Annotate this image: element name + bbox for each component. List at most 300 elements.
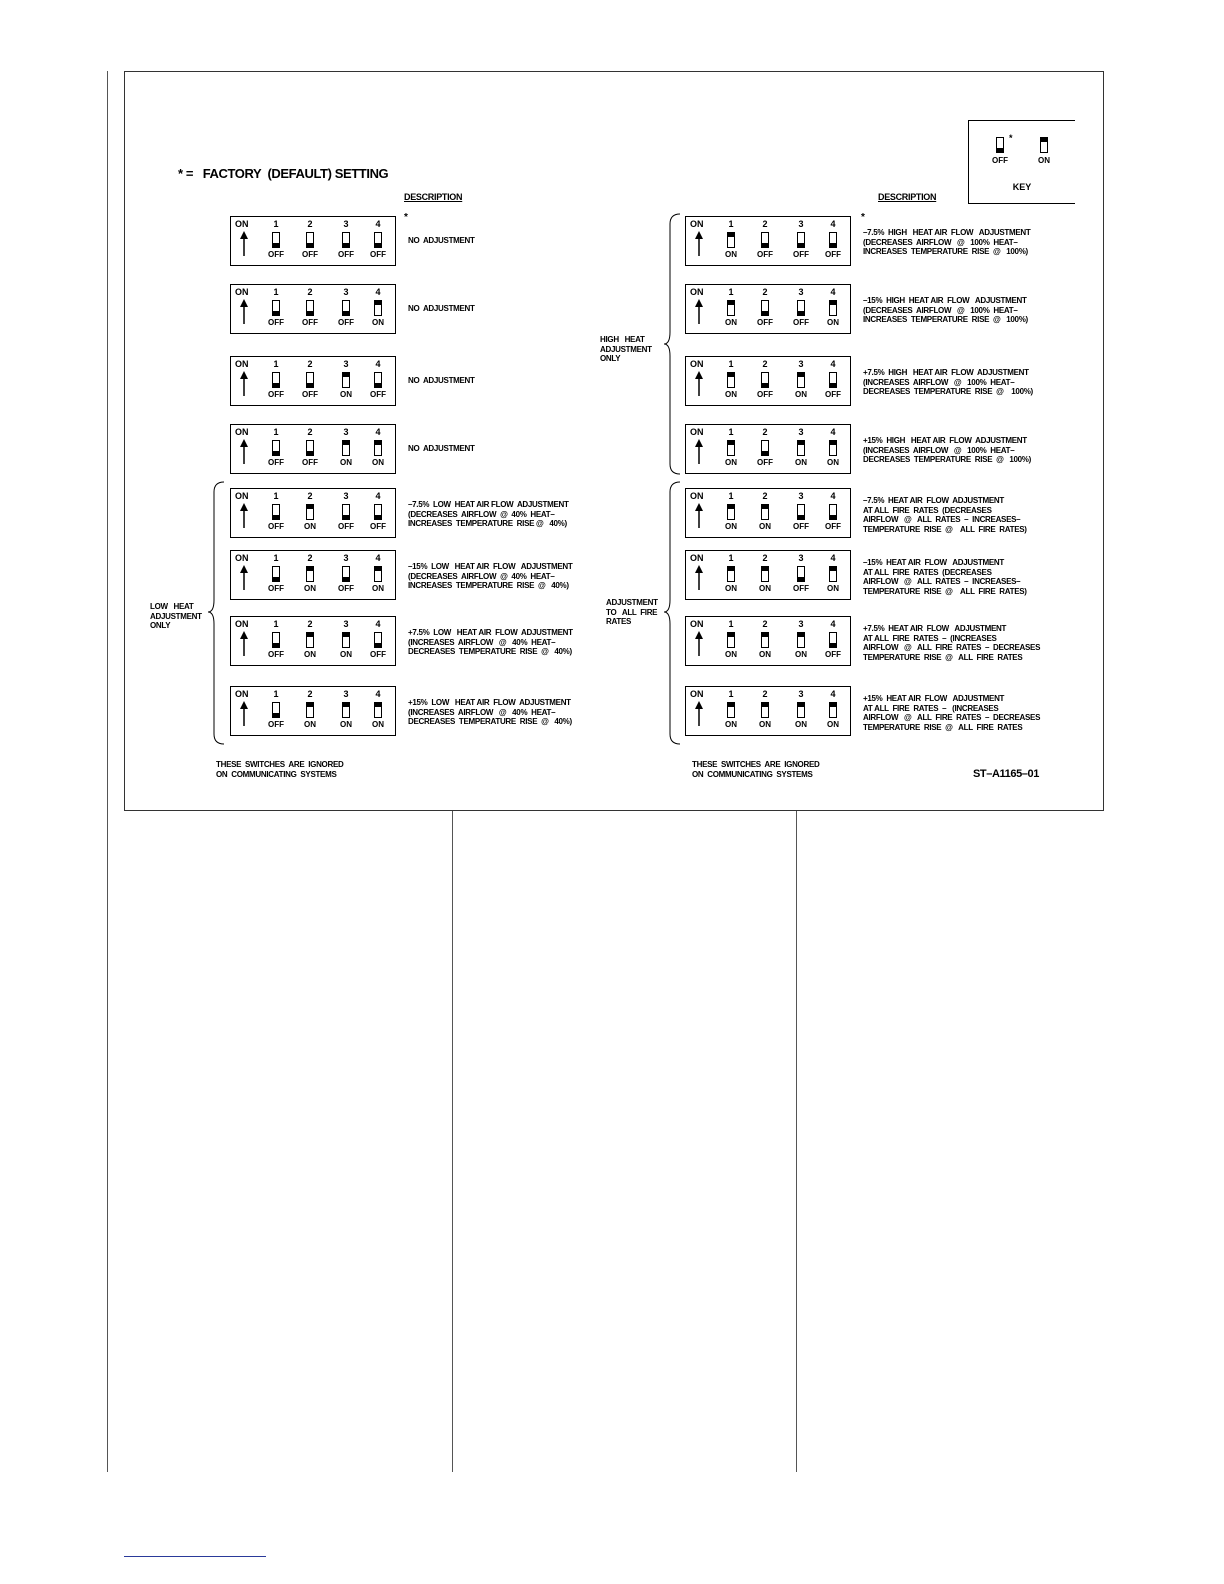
toggle-off-icon	[996, 137, 1004, 153]
key-default-marker: *	[1009, 133, 1013, 143]
dip-switch-1	[716, 359, 746, 403]
switch-number: 3	[343, 427, 349, 437]
dip-switch-2	[750, 359, 780, 403]
dip-switch-3	[786, 553, 816, 597]
switch-state: OFF	[268, 522, 284, 531]
toggle-off-icon	[272, 232, 280, 248]
up-arrow-icon	[692, 371, 706, 397]
switch-number: 2	[762, 689, 768, 699]
up-arrow-icon	[237, 371, 251, 397]
switch-state: OFF	[268, 390, 284, 399]
key-title: KEY	[1012, 182, 1032, 192]
row-description: –7.5% HEAT AIR FLOW ADJUSTMENT AT ALL FIRE RATES (DECREASES AIRFLOW @ ALL RATES – INCREASES– TEMPERATURE RISE @ ALL FIRE RATES)	[863, 496, 1027, 534]
switch-number: 3	[798, 491, 804, 501]
toggle-on-icon	[727, 566, 735, 582]
dip-switch-2	[750, 619, 780, 663]
switch-number: 4	[375, 359, 381, 369]
dip-switch-4	[818, 553, 848, 597]
dip-switch-row	[685, 616, 851, 666]
toggle-on-icon	[727, 504, 735, 520]
switch-number: 3	[343, 359, 349, 369]
toggle-off-icon	[797, 232, 805, 248]
dip-switch-1	[716, 491, 746, 535]
toggle-off-icon	[306, 440, 314, 456]
switch-state: OFF	[268, 458, 284, 467]
dip-switch-4	[818, 359, 848, 403]
on-label: ON	[235, 553, 249, 563]
toggle-on-icon	[374, 440, 382, 456]
switch-state: ON	[340, 390, 352, 399]
switch-number: 3	[343, 491, 349, 501]
switch-state: ON	[827, 584, 839, 593]
switch-state: OFF	[268, 650, 284, 659]
switch-number: 3	[798, 619, 804, 629]
row-description: NO ADJUSTMENT	[408, 444, 475, 453]
ignored-note-right: THESE SWITCHES ARE IGNORED ON COMMUNICATING SYSTEMS	[692, 760, 820, 779]
on-label: ON	[690, 219, 704, 229]
switch-number: 2	[307, 287, 313, 297]
switch-state: ON	[795, 390, 807, 399]
key-off: OFF	[985, 137, 1015, 165]
switch-number: 3	[798, 287, 804, 297]
toggle-off-icon	[272, 504, 280, 520]
toggle-off-icon	[342, 300, 350, 316]
up-arrow-icon	[237, 565, 251, 591]
dip-switch-2	[295, 219, 325, 263]
switch-number: 2	[762, 553, 768, 563]
switch-number: 4	[375, 491, 381, 501]
dip-switch-row	[685, 686, 851, 736]
dip-switch-row	[685, 488, 851, 538]
switch-state: OFF	[370, 650, 386, 659]
dip-switch-4	[363, 287, 393, 331]
dip-switch-4	[818, 219, 848, 263]
switch-state: ON	[827, 458, 839, 467]
switch-state: ON	[827, 318, 839, 327]
dip-switch-2	[750, 491, 780, 535]
switch-state: OFF	[338, 522, 354, 531]
dip-switch-1	[261, 359, 291, 403]
switch-number: 4	[830, 219, 836, 229]
toggle-on-icon	[374, 300, 382, 316]
dip-switch-4	[363, 427, 393, 471]
dip-switch-row	[685, 284, 851, 334]
dip-switch-1	[261, 689, 291, 733]
dip-switch-row	[230, 686, 396, 736]
switch-state: OFF	[338, 584, 354, 593]
on-label: ON	[690, 287, 704, 297]
toggle-off-icon	[306, 300, 314, 316]
switch-state: ON	[372, 720, 384, 729]
toggle-on-icon	[829, 702, 837, 718]
switch-number: 1	[728, 619, 734, 629]
toggle-off-icon	[797, 566, 805, 582]
dip-switch-4	[363, 689, 393, 733]
dip-switch-2	[295, 359, 325, 403]
switch-state: OFF	[370, 390, 386, 399]
switch-state: ON	[759, 522, 771, 531]
dip-switch-4	[818, 619, 848, 663]
row-description: +7.5% HIGH HEAT AIR FLOW ADJUSTMENT (INCREASES AIRFLOW @ 100% HEAT– DECREASES TEMPERATURE RISE @ 100%)	[863, 368, 1033, 396]
row-description: +7.5% LOW HEAT AIR FLOW ADJUSTMENT (INCREASES AIRFLOW @ 40% HEAT– DECREASES TEMPERATURE RISE @ 40%)	[408, 628, 573, 656]
up-arrow-icon	[692, 231, 706, 257]
switch-number: 2	[762, 619, 768, 629]
toggle-off-icon	[829, 504, 837, 520]
dip-switch-4	[818, 491, 848, 535]
switch-state: ON	[304, 650, 316, 659]
switch-state: OFF	[370, 522, 386, 531]
dip-switch-1	[261, 427, 291, 471]
switch-state: ON	[759, 720, 771, 729]
switch-state: OFF	[793, 584, 809, 593]
toggle-on-icon	[797, 372, 805, 388]
switch-number: 4	[375, 619, 381, 629]
switch-number: 4	[830, 619, 836, 629]
dip-switch-3	[786, 619, 816, 663]
toggle-on-icon	[727, 232, 735, 248]
dip-switch-1	[261, 287, 291, 331]
toggle-on-icon	[797, 702, 805, 718]
page-left-rule	[107, 71, 108, 1472]
switch-number: 1	[728, 491, 734, 501]
group-label-low-heat: LOW HEAT ADJUSTMENT ONLY	[150, 602, 202, 630]
dip-switch-4	[363, 619, 393, 663]
switch-number: 4	[830, 287, 836, 297]
row-description: NO ADJUSTMENT	[408, 304, 475, 313]
switch-number: 4	[830, 553, 836, 563]
toggle-on-icon	[761, 702, 769, 718]
switch-state: OFF	[302, 458, 318, 467]
up-arrow-icon	[237, 701, 251, 727]
switch-number: 2	[762, 359, 768, 369]
switch-state: OFF	[268, 318, 284, 327]
toggle-off-icon	[342, 232, 350, 248]
up-arrow-icon	[692, 503, 706, 529]
switch-state: OFF	[757, 250, 773, 259]
dip-switch-4	[818, 287, 848, 331]
dip-switch-row	[685, 550, 851, 600]
switch-state: OFF	[268, 584, 284, 593]
dip-switch-row	[230, 616, 396, 666]
switch-state: OFF	[268, 720, 284, 729]
on-label: ON	[235, 689, 249, 699]
on-label: ON	[690, 427, 704, 437]
switch-number: 3	[798, 359, 804, 369]
switch-state: ON	[725, 458, 737, 467]
switch-number: 1	[273, 689, 279, 699]
on-label: ON	[235, 619, 249, 629]
switch-number: 1	[273, 287, 279, 297]
dip-switch-3	[331, 287, 361, 331]
up-arrow-icon	[237, 231, 251, 257]
switch-number: 1	[728, 689, 734, 699]
toggle-on-icon	[342, 702, 350, 718]
toggle-off-icon	[829, 232, 837, 248]
switch-number: 2	[307, 359, 313, 369]
switch-state: OFF	[793, 250, 809, 259]
toggle-on-icon	[342, 632, 350, 648]
on-label: ON	[690, 359, 704, 369]
row-description: –15% HEAT AIR FLOW ADJUSTMENT AT ALL FIRE RATES (DECREASES AIRFLOW @ ALL RATES – INCREASES– TEMPERATURE RISE @ ALL FIRE RATES)	[863, 558, 1027, 596]
switch-number: 3	[343, 553, 349, 563]
switch-number: 3	[798, 219, 804, 229]
switch-state: ON	[759, 584, 771, 593]
switch-state: OFF	[825, 250, 841, 259]
switch-number: 4	[830, 689, 836, 699]
switch-state: ON	[725, 250, 737, 259]
key-on: ON	[1029, 137, 1059, 165]
toggle-off-icon	[761, 300, 769, 316]
toggle-on-icon	[342, 440, 350, 456]
dip-switch-4	[363, 491, 393, 535]
switch-number: 1	[273, 427, 279, 437]
dip-switch-3	[331, 491, 361, 535]
switch-number: 1	[728, 219, 734, 229]
column-rule-1	[452, 811, 453, 1472]
switch-number: 2	[307, 491, 313, 501]
dip-switch-2	[295, 427, 325, 471]
toggle-on-icon	[342, 372, 350, 388]
switch-number: 4	[375, 427, 381, 437]
toggle-off-icon	[797, 300, 805, 316]
dip-switch-row	[685, 356, 851, 406]
dip-switch-row	[230, 488, 396, 538]
switch-state: ON	[304, 584, 316, 593]
dip-switch-3	[786, 491, 816, 535]
up-arrow-icon	[237, 503, 251, 529]
group-label-all-fire: ADJUSTMENT TO ALL FIRE RATES	[606, 598, 658, 626]
row-description: +7.5% HEAT AIR FLOW ADJUSTMENT AT ALL FIRE RATES – (INCREASES AIRFLOW @ ALL FIRE RATES – DECREASES TEMPERATURE RISE @ ALL FIRE RATES	[863, 624, 1041, 662]
toggle-off-icon	[342, 504, 350, 520]
default-marker-left: *	[404, 212, 408, 223]
description-header-right: DESCRIPTION	[878, 192, 937, 202]
toggle-on-icon	[374, 702, 382, 718]
row-description: +15% HIGH HEAT AIR FLOW ADJUSTMENT (INCREASES AIRFLOW @ 100% HEAT– DECREASES TEMPERATURE RISE @ 100%)	[863, 436, 1031, 464]
up-arrow-icon	[692, 439, 706, 465]
switch-number: 3	[798, 553, 804, 563]
toggle-off-icon	[829, 632, 837, 648]
switch-number: 1	[728, 359, 734, 369]
up-arrow-icon	[692, 631, 706, 657]
toggle-on-icon	[727, 702, 735, 718]
switch-state: OFF	[370, 250, 386, 259]
up-arrow-icon	[692, 565, 706, 591]
toggle-on-icon	[306, 566, 314, 582]
switch-number: 1	[728, 427, 734, 437]
switch-state: OFF	[793, 522, 809, 531]
toggle-off-icon	[306, 232, 314, 248]
dip-switch-row	[230, 550, 396, 600]
switch-state: ON	[304, 522, 316, 531]
dip-switch-3	[786, 287, 816, 331]
dip-switch-1	[261, 619, 291, 663]
switch-number: 4	[830, 427, 836, 437]
factory-setting-note: * = FACTORY (DEFAULT) SETTING	[178, 166, 389, 181]
dip-switch-4	[818, 427, 848, 471]
switch-number: 4	[375, 689, 381, 699]
toggle-on-icon	[306, 632, 314, 648]
toggle-off-icon	[374, 232, 382, 248]
up-arrow-icon	[237, 631, 251, 657]
switch-number: 1	[273, 553, 279, 563]
switch-state: OFF	[302, 318, 318, 327]
switch-number: 1	[273, 491, 279, 501]
switch-number: 2	[762, 219, 768, 229]
description-header-left: DESCRIPTION	[404, 192, 463, 202]
switch-state: ON	[725, 650, 737, 659]
on-label: ON	[690, 491, 704, 501]
switch-state: ON	[372, 458, 384, 467]
toggle-on-icon	[306, 702, 314, 718]
toggle-on-icon	[797, 632, 805, 648]
toggle-off-icon	[272, 440, 280, 456]
row-description: –7.5% LOW HEAT AIR FLOW ADJUSTMENT (DECREASES AIRFLOW @ 40% HEAT– INCREASES TEMPERATURE RISE @ 40%)	[408, 500, 569, 528]
brace-all-fire	[662, 480, 682, 746]
toggle-off-icon	[342, 566, 350, 582]
dip-switch-4	[363, 359, 393, 403]
switch-state: ON	[725, 390, 737, 399]
toggle-off-icon	[761, 440, 769, 456]
dip-switch-3	[786, 219, 816, 263]
on-label: ON	[690, 553, 704, 563]
on-label: ON	[235, 219, 249, 229]
on-label: ON	[235, 359, 249, 369]
dip-switch-row	[685, 424, 851, 474]
switch-state: ON	[340, 458, 352, 467]
switch-number: 1	[728, 287, 734, 297]
on-label: ON	[690, 619, 704, 629]
dip-switch-1	[716, 689, 746, 733]
switch-number: 3	[343, 689, 349, 699]
switch-state: ON	[759, 650, 771, 659]
dip-switch-2	[750, 427, 780, 471]
dip-switch-3	[786, 359, 816, 403]
switch-number: 3	[343, 287, 349, 297]
switch-state: ON	[372, 318, 384, 327]
up-arrow-icon	[692, 299, 706, 325]
switch-number: 4	[375, 219, 381, 229]
toggle-on-icon	[306, 504, 314, 520]
toggle-on-icon	[797, 440, 805, 456]
dip-switch-1	[261, 553, 291, 597]
switch-state: ON	[827, 720, 839, 729]
dip-switch-1	[716, 219, 746, 263]
switch-state: OFF	[338, 250, 354, 259]
switch-number: 1	[273, 619, 279, 629]
switch-state: OFF	[825, 650, 841, 659]
switch-number: 1	[273, 359, 279, 369]
switch-state: OFF	[825, 390, 841, 399]
dip-switch-1	[261, 491, 291, 535]
dip-switch-row	[230, 284, 396, 334]
toggle-on-icon	[727, 440, 735, 456]
switch-state: ON	[795, 650, 807, 659]
switch-state: ON	[340, 720, 352, 729]
dip-switch-2	[750, 219, 780, 263]
dip-switch-3	[786, 427, 816, 471]
switch-state: ON	[725, 720, 737, 729]
dip-switch-2	[295, 689, 325, 733]
switch-state: ON	[304, 720, 316, 729]
key-legend	[968, 120, 1075, 204]
figure-code: ST–A1165–01	[973, 768, 1039, 780]
toggle-off-icon	[272, 702, 280, 718]
up-arrow-icon	[692, 701, 706, 727]
toggle-on-icon	[1040, 137, 1048, 153]
toggle-on-icon	[761, 632, 769, 648]
switch-number: 2	[307, 689, 313, 699]
group-label-high-heat: HIGH HEAT ADJUSTMENT ONLY	[600, 335, 652, 363]
toggle-off-icon	[761, 372, 769, 388]
dip-switch-2	[295, 553, 325, 597]
dip-switch-1	[716, 619, 746, 663]
toggle-on-icon	[829, 300, 837, 316]
dip-switch-row	[230, 216, 396, 266]
brace-high-heat	[662, 212, 682, 476]
dip-switch-3	[331, 219, 361, 263]
footnote-rule	[124, 1556, 266, 1557]
dip-switch-1	[261, 219, 291, 263]
switch-number: 2	[762, 287, 768, 297]
toggle-on-icon	[374, 566, 382, 582]
toggle-on-icon	[727, 300, 735, 316]
switch-state: ON	[725, 584, 737, 593]
dip-switch-2	[295, 491, 325, 535]
toggle-on-icon	[727, 372, 735, 388]
toggle-off-icon	[797, 504, 805, 520]
dip-switch-3	[331, 689, 361, 733]
toggle-off-icon	[306, 372, 314, 388]
dip-switch-3	[331, 619, 361, 663]
switch-state: OFF	[757, 318, 773, 327]
dip-switch-2	[750, 553, 780, 597]
switch-number: 2	[307, 427, 313, 437]
brace-low-heat	[206, 480, 226, 746]
toggle-on-icon	[761, 566, 769, 582]
toggle-on-icon	[761, 504, 769, 520]
switch-state: OFF	[338, 318, 354, 327]
toggle-off-icon	[272, 300, 280, 316]
switch-number: 1	[728, 553, 734, 563]
row-description: NO ADJUSTMENT	[408, 236, 475, 245]
dip-switch-1	[716, 553, 746, 597]
toggle-on-icon	[727, 632, 735, 648]
switch-state: OFF	[757, 458, 773, 467]
switch-number: 2	[307, 619, 313, 629]
switch-number: 4	[830, 491, 836, 501]
toggle-off-icon	[761, 232, 769, 248]
switch-number: 2	[307, 219, 313, 229]
switch-state: OFF	[268, 250, 284, 259]
dip-switch-row	[685, 216, 851, 266]
toggle-on-icon	[829, 440, 837, 456]
switch-number: 4	[830, 359, 836, 369]
toggle-off-icon	[272, 632, 280, 648]
ignored-note-left: THESE SWITCHES ARE IGNORED ON COMMUNICATING SYSTEMS	[216, 760, 344, 779]
dip-switch-3	[786, 689, 816, 733]
on-label: ON	[235, 287, 249, 297]
toggle-off-icon	[374, 504, 382, 520]
switch-state: OFF	[302, 250, 318, 259]
dip-switch-3	[331, 553, 361, 597]
switch-number: 1	[273, 219, 279, 229]
dip-switch-row	[230, 424, 396, 474]
dip-switch-2	[295, 287, 325, 331]
dip-switch-4	[363, 553, 393, 597]
toggle-off-icon	[272, 566, 280, 582]
up-arrow-icon	[237, 299, 251, 325]
switch-number: 3	[798, 689, 804, 699]
